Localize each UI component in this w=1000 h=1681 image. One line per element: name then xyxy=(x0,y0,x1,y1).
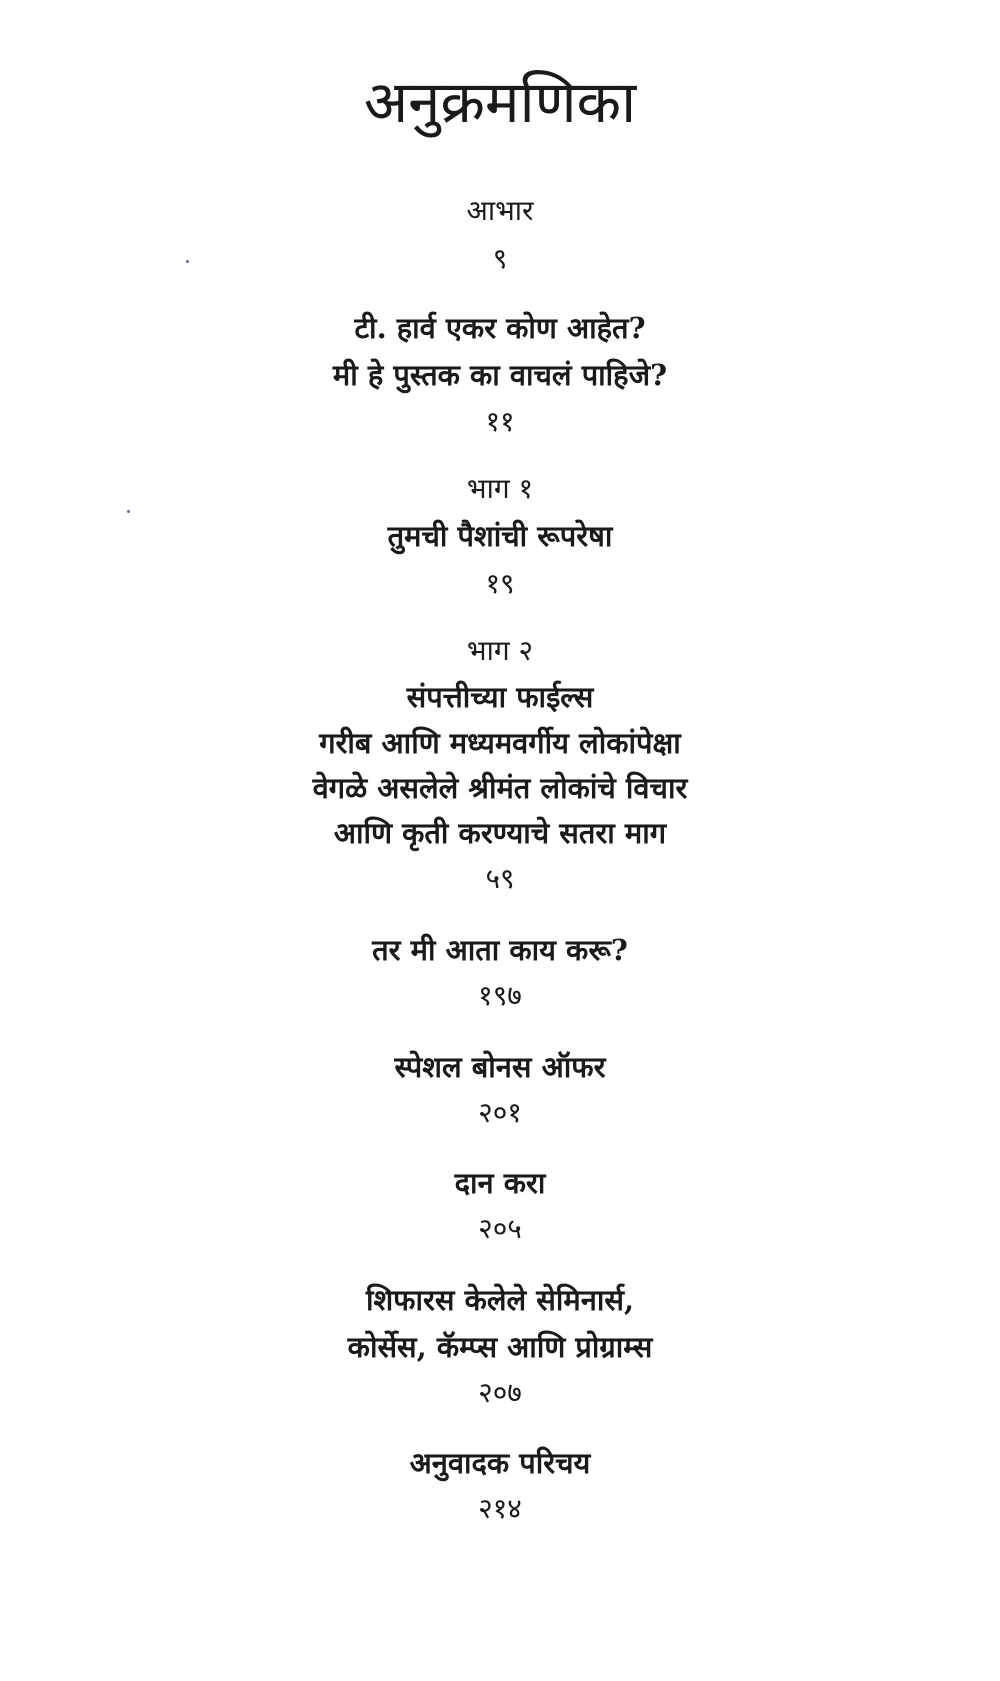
entry-title-line: अनुवादक परिचय xyxy=(409,1446,591,1480)
entry-title-line: आणि कृती करण्याचे सतरा माग xyxy=(333,816,667,850)
entry-title-line: गरीब आणि मध्यमवर्गीय लोकांपेक्षा xyxy=(319,726,681,760)
page-number: २१४ xyxy=(478,1492,522,1525)
entry-title-line: मी हे पुस्तक का वाचलं पाहिजे? xyxy=(332,358,668,392)
page-number: २०५ xyxy=(478,1212,522,1245)
page-number: ११ xyxy=(485,405,515,438)
page-number: २०७ xyxy=(478,1376,522,1409)
page-title: अनुक्रमणिका xyxy=(363,68,637,136)
entry-title-line: कोर्सेस, कॅम्प्स आणि प्रोग्राम्स xyxy=(347,1330,653,1364)
entry-label: आभार xyxy=(466,194,534,227)
entry-title-line: दान करा xyxy=(454,1166,546,1200)
page-number: १९७ xyxy=(478,979,522,1012)
page-number: ९ xyxy=(492,242,508,275)
scan-speck xyxy=(127,510,130,513)
entry-title-line: स्पेशल बोनस ऑफर xyxy=(394,1050,606,1084)
page-number: २०१ xyxy=(478,1096,522,1129)
entry-title-line: तुमची पैशांची रूपरेषा xyxy=(387,519,613,553)
page-number: ५९ xyxy=(485,862,515,895)
page-number: १९ xyxy=(485,567,515,600)
entry-title-line: टी. हार्व एकर कोण आहेत? xyxy=(354,311,646,345)
part-label: भाग १ xyxy=(466,472,534,505)
scan-speck xyxy=(186,260,189,263)
entry-title-line: तर मी आता काय करू? xyxy=(372,933,628,967)
entry-title-line: शिफारस केलेले सेमिनार्स, xyxy=(365,1283,635,1317)
entry-title-line: वेगळे असलेले श्रीमंत लोकांचे विचार xyxy=(312,771,688,805)
part-label: भाग २ xyxy=(466,634,534,667)
entry-title-line: संपत्तीच्या फाईल्स xyxy=(406,680,594,714)
